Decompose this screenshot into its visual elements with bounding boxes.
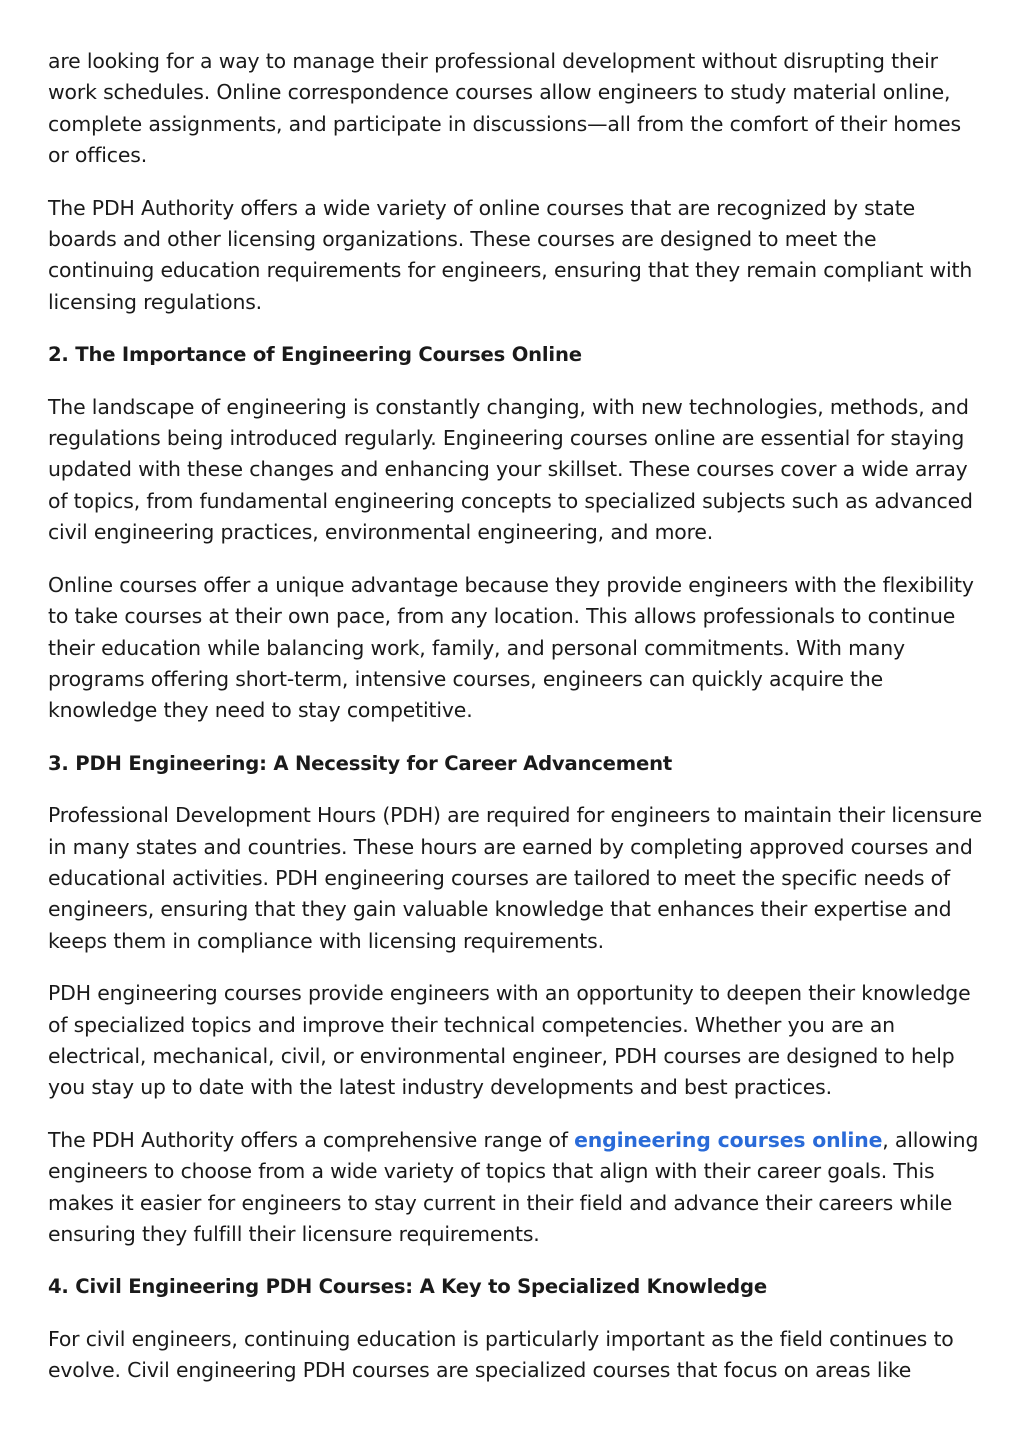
paragraph-pdh-authority-offers: The PDH Authority offers a wide variety of online courses that are recognized by state boards and other licensing organizations. These courses are designed to meet the continuing education requirements for engineers, ensuring that they remain compliant with licensing regulations. (48, 195, 973, 314)
paragraph-pdh-deepen-knowledge: PDH engineering courses provide engineers with an opportunity to deepen their knowledge of specialized topics and improve their technical competencies. Whether you are an electrical, mechanical, civil, or environmental engineer, PDH courses are designed to help you stay up to date with the latest industry developments and best practices. (48, 981, 971, 1100)
document-page (48, 46, 983, 1408)
paragraph-text-before-link: The PDH Authority offers a comprehensive range of (48, 1127, 575, 1152)
heading-pdh-career-advancement: 3. PDH Engineering: A Necessity for Career Advancement (48, 751, 672, 775)
paragraph-pdh-required: Professional Development Hours (PDH) are required for engineers to maintain their licensure in many states and countries. These hours are earned by completing approved courses and educational activities. PDH engineering courses are tailored to meet the specific needs of engineers, ensuring that they gain valuable knowledge that enhances their expertise and keeps them in compliance with licensing requirements. (48, 803, 983, 953)
paragraph-intro-continued: are looking for a way to manage their professional development without disrupting their work schedules. Online correspondence courses allow engineers to study material online, complete assignments, and participate in discussions—all from the comfort of their homes or offices. (48, 49, 961, 168)
paragraph-comprehensive-range (48, 1125, 983, 1251)
heading-civil-engineering-pdh: 4. Civil Engineering PDH Courses: A Key to Specialized Knowledge (48, 1275, 767, 1299)
heading-importance-online-courses: 2. The Importance of Engineering Courses Online (48, 343, 582, 367)
paragraph-landscape-engineering: The landscape of engineering is constantly changing, with new technologies, methods, and regulations being introduced regularly. Engineering courses online are essential for staying updated with these changes and enhancing your skillset. These courses cover a wide array of topics, from fundamental engineering concepts to specialized subjects such as advanced civil engineering practices, environmental engineering, and more. (48, 394, 973, 545)
paragraph-text-after-link: , allowing engineers to choose from a wide variety of topics that align with their career goals. This makes it easier for engineers to stay current in their field and advance their careers while ensuring they fulfill their licensure requirements. (48, 1127, 979, 1246)
paragraph-civil-engineers: For civil engineers, continuing education is particularly important as the field continues to evolve. Civil engineering PDH courses are specialized courses that focus on areas like (48, 1326, 954, 1383)
engineering-courses-online-link[interactable]: engineering courses online (574, 1127, 883, 1152)
paragraph-online-advantage: Online courses offer a unique advantage because they provide engineers with the flexibility to take courses at their own pace, from any location. This allows professionals to continue their education while balancing work, family, and personal commitments. With many programs offering short-term, intensive courses, engineers can quickly acquire the knowledge they need to stay competitive. (48, 572, 974, 723)
